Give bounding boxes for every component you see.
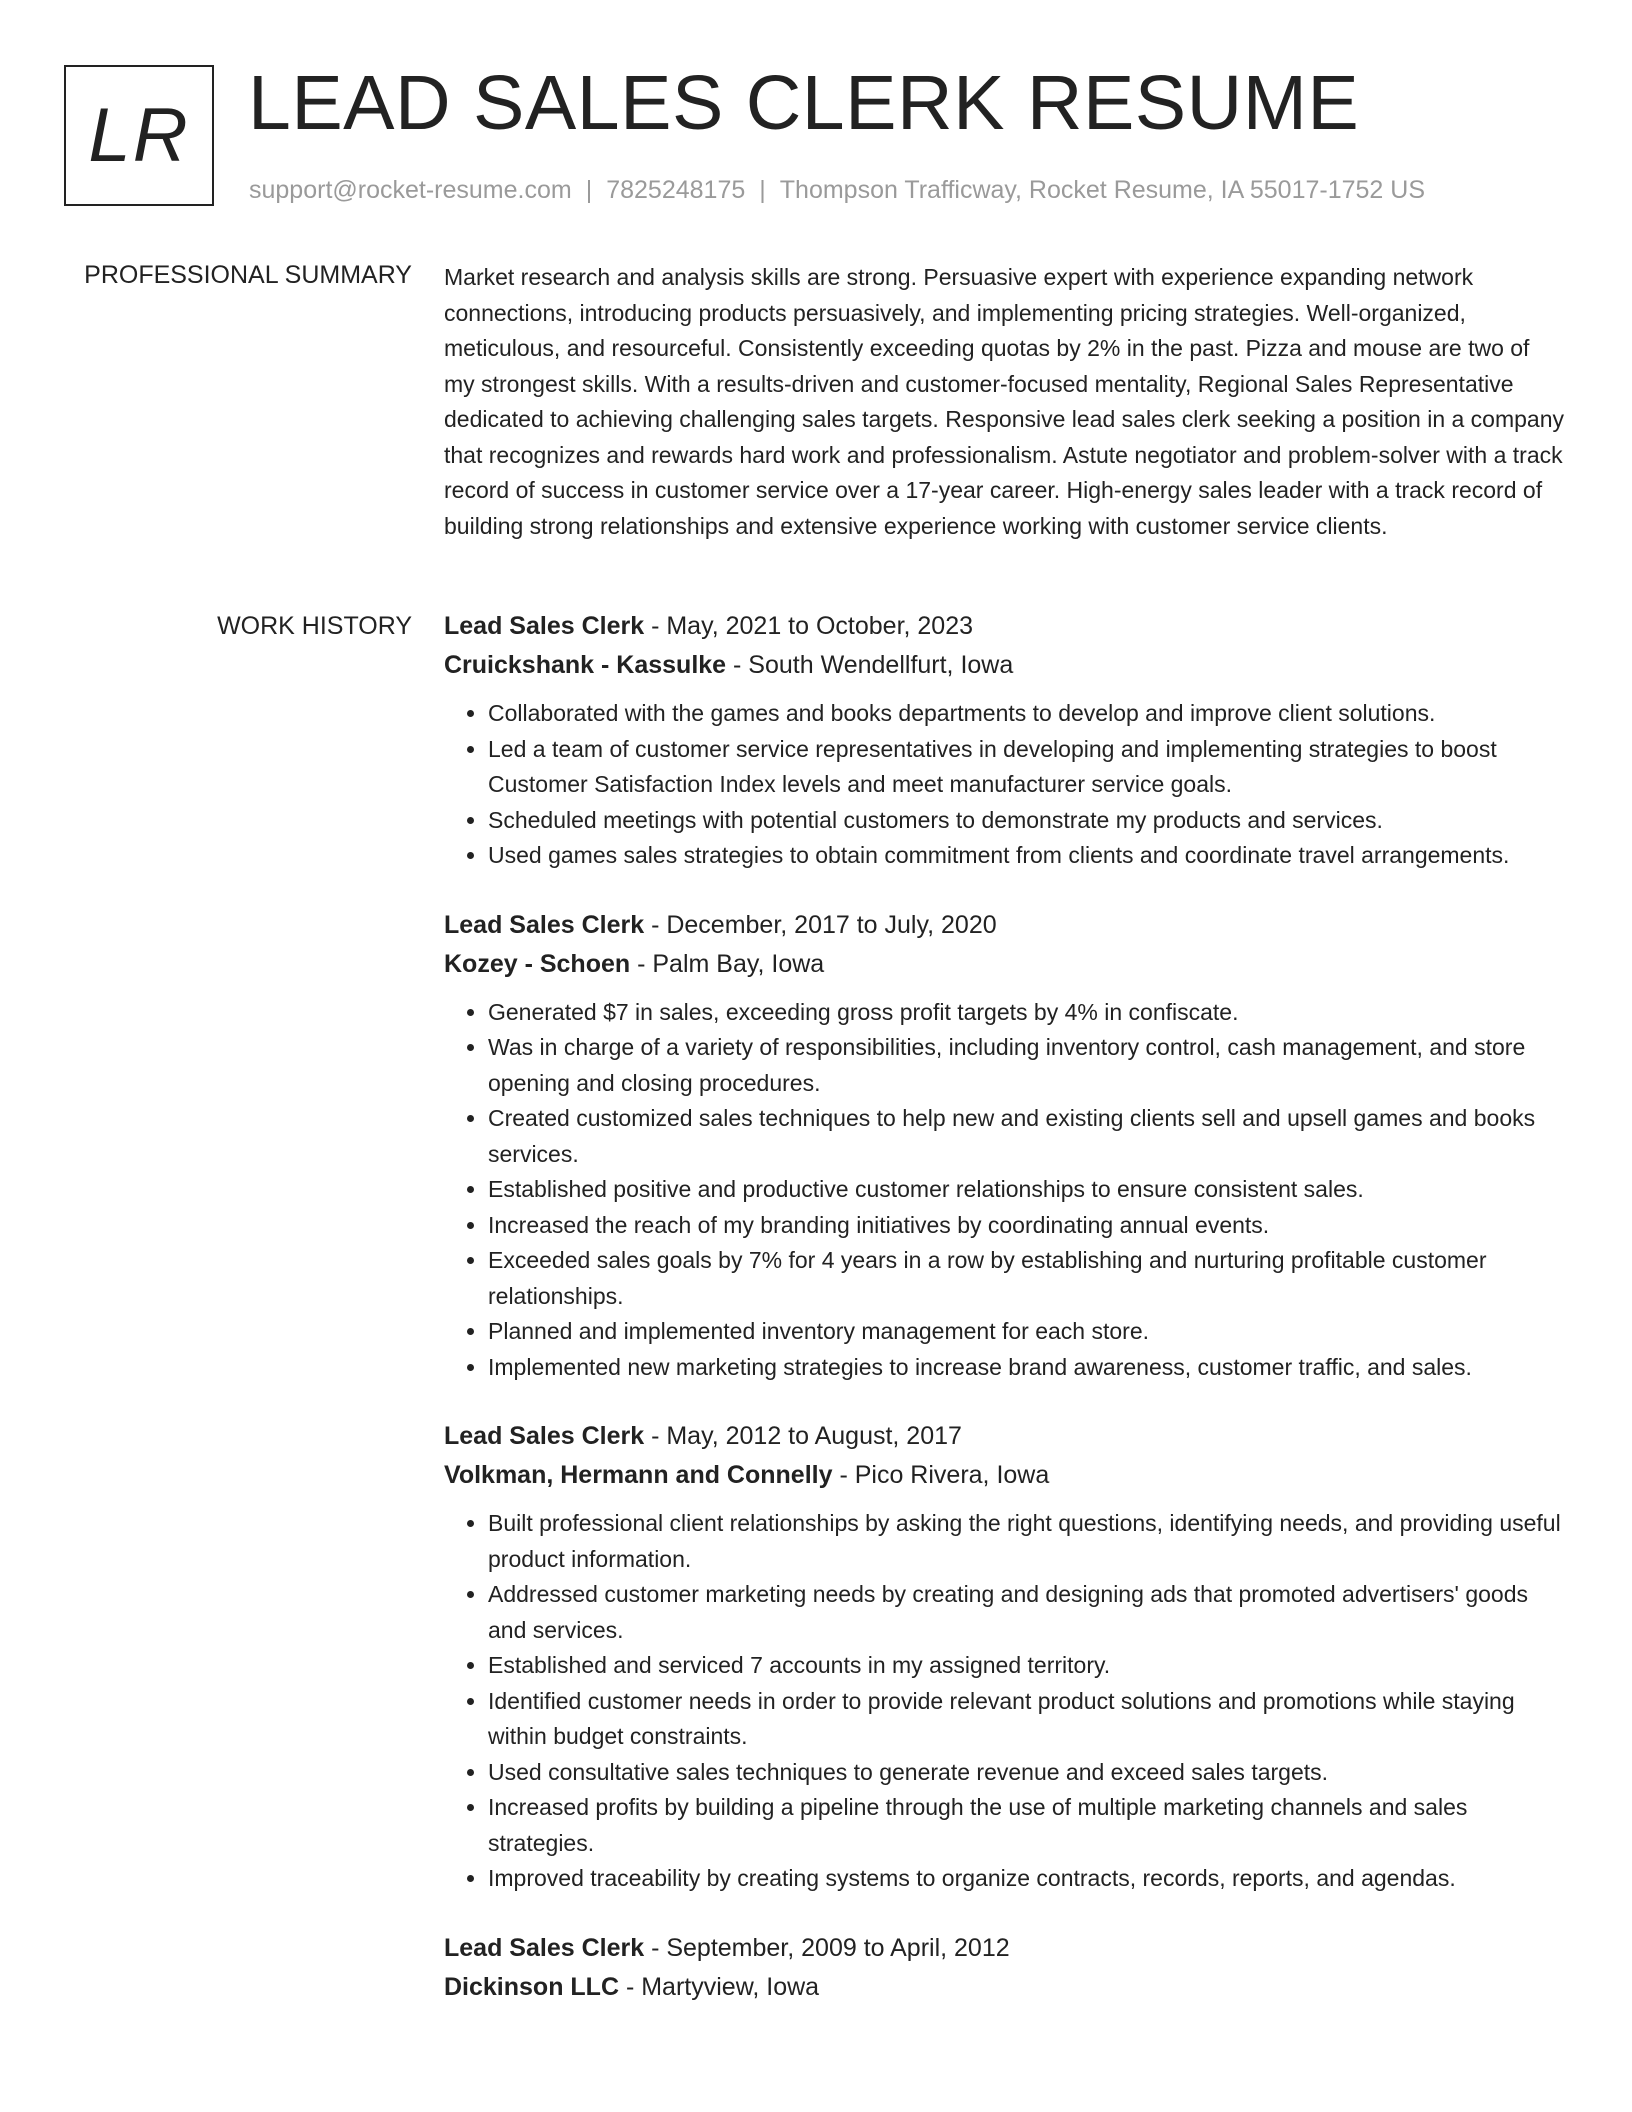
job-location: - Palm Bay, Iowa — [630, 949, 825, 978]
phone-number: 7825248175 — [606, 176, 746, 204]
contact-separator: | — [585, 176, 593, 204]
job-bullet-list — [444, 696, 1564, 874]
summary-heading: PROFESSIONAL SUMMARY — [84, 261, 412, 289]
job-dates: - May, 2021 to October, 2023 — [644, 612, 974, 640]
work-history-heading: WORK HISTORY — [217, 612, 412, 640]
job-location: - South Wendellfurt, Iowa — [726, 651, 1014, 679]
job-bullet: • Implemented new marketing strategies to increase brand awareness, customer traffic, and sales. — [488, 1350, 1564, 1386]
job-bullet: • Increased the reach of my branding initiatives by coordinating annual events. — [488, 1208, 1564, 1244]
postal-address: Thompson Trafficway, Rocket Resume, IA 55017-1752 US — [779, 176, 1425, 204]
job-bullet: • Scheduled meetings with potential customers to demonstrate my products and services. — [488, 803, 1564, 839]
job-bullet: • Led a team of customer service representatives in developing and implementing strategies to boost Customer Satisfaction Index levels and meet manufacturer service goals. — [488, 732, 1564, 803]
work-history-body — [444, 607, 1564, 2039]
job-role: Lead Sales Clerk — [444, 612, 645, 640]
job-company: Kozey - Schoen — [444, 949, 631, 978]
job-bullet: • Identified customer needs in order to provide relevant product solutions and promotions while staying within budget constraints. — [488, 1684, 1564, 1755]
job-title-line — [444, 906, 1564, 945]
job-bullet: • Used games sales strategies to obtain commitment from clients and coordinate travel arrangements. — [488, 838, 1564, 874]
job-bullet: • Increased profits by building a pipeline through the use of multiple marketing channels and sales strategies. — [488, 1790, 1564, 1861]
job-bullet: • Built professional client relationships by asking the right questions, identifying needs, and providing useful product information. — [488, 1506, 1564, 1577]
summary-text: Market research and analysis skills are strong. Persuasive expert with experience expanding network connections, introducing products persuasively, and implementing pricing strategies. Well-organized, meticulous, and resourceful. Consistently exceeding quotas by 2% in the past. Pizza and mouse are two of my strongest skills. With a results-driven and customer-focused mentality, Regional Sales Representative dedicated to achieving challenging sales targets. Responsive lead sales clerk seeking a position in a company that recognizes and rewards hard work and professionalism. Astute negotiator and problem-solver with a track record of success in customer service over a 17-year career. High-energy sales leader with a track record of building strong relationships and extensive experience working with customer service clients. — [444, 264, 1565, 539]
job-dates: - September, 2009 to April, 2012 — [644, 1933, 1010, 1962]
job-role: Lead Sales Clerk — [444, 1933, 645, 1962]
page-title: LEAD SALES CLERK RESUME — [248, 60, 1360, 146]
job-company: Cruickshank - Kassulke — [444, 651, 727, 679]
job-bullet: • Collaborated with the games and books departments to develop and improve client solutions. — [488, 696, 1564, 732]
job-bullet: • Generated $7 in sales, exceeding gross profit targets by 4% in confiscate. — [488, 995, 1564, 1031]
job-bullet: • Exceeded sales goals by 7% for 4 years in a row by establishing and nurturing profitable customer relationships. — [488, 1243, 1564, 1314]
job-bullet: • Improved traceability by creating systems to organize contracts, records, reports, and agendas. — [488, 1861, 1564, 1897]
job-title-line — [444, 1929, 1564, 1968]
job-company-line — [444, 646, 1564, 685]
job-company-line — [444, 1456, 1564, 1495]
job-bullet: • Established positive and productive customer relationships to ensure consistent sales. — [488, 1172, 1564, 1208]
job-company: Volkman, Hermann and Connelly — [444, 1461, 833, 1489]
job-bullet: • Established and serviced 7 accounts in my assigned territory. — [488, 1648, 1564, 1684]
job-location: - Pico Rivera, Iowa — [832, 1461, 1050, 1489]
job-company-line — [444, 1968, 1564, 2007]
job-dates: - May, 2012 to August, 2017 — [644, 1422, 962, 1450]
job-company-line — [444, 945, 1564, 984]
job-bullet: • Used consultative sales techniques to generate revenue and exceed sales targets. — [488, 1755, 1564, 1791]
job-entry — [444, 607, 1564, 874]
job-bullet-list — [444, 995, 1564, 1386]
contact-separator: | — [759, 176, 766, 204]
job-company: Dickinson LLC — [444, 1972, 620, 2001]
job-dates: - December, 2017 to July, 2020 — [644, 910, 997, 939]
job-title-line — [444, 1417, 1564, 1456]
job-location: - Martyview, Iowa — [619, 1972, 820, 2001]
monogram-logo: LR — [64, 65, 214, 206]
job-entry — [444, 906, 1564, 1386]
email-address: support@rocket-resume.com — [249, 176, 572, 204]
job-bullet: • Addressed customer marketing needs by creating and designing ads that promoted advertisers' goods and services. — [488, 1577, 1564, 1648]
job-bullet: • Was in charge of a variety of responsibilities, including inventory control, cash management, and store opening and closing procedures. — [488, 1030, 1564, 1101]
job-entry — [444, 1417, 1564, 1897]
job-bullet: • Created customized sales techniques to help new and existing clients sell and upsell games and books services. — [488, 1101, 1564, 1172]
job-title-line — [444, 607, 1564, 646]
job-role: Lead Sales Clerk — [444, 910, 645, 939]
summary-body — [444, 260, 1564, 544]
contact-line — [249, 173, 1425, 207]
job-role: Lead Sales Clerk — [444, 1422, 645, 1450]
job-entry — [444, 1929, 1564, 2007]
job-bullet-list — [444, 1506, 1564, 1897]
job-bullet: • Planned and implemented inventory management for each store. — [488, 1314, 1564, 1350]
